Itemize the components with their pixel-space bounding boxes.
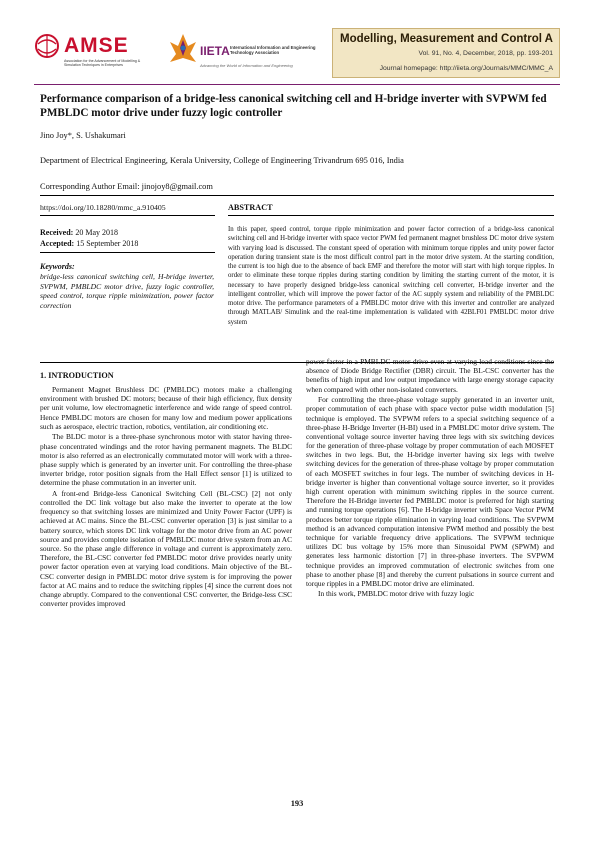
accepted-date [40, 239, 138, 248]
keywords-list: bridge-less canonical switching cell, H-bridge inverter, SVPWM, PMBLDC motor drive, fuzzy logic controller, speed control, torque ripple minimization, power factor correction [40, 272, 214, 310]
paragraph: A front-end Bridge-less Canonical Switching Cell (BL-CSC) [2] not only controlled the DC link voltage but also make the inverter to operate at the low frequency so that switching losses are minimized and Unity Power Factor (UPF) is achieved at AC mains. Since the BL-CSC converter operation [3] is just similar to a battery source, which stores DC link voltage for the motor drive from an AC power source and provides complete isolation of PMBLDC motor drive system from an AC source. So the phase angle difference in voltage and current is approximately zero. Therefore, the BL-CSC converter fed PMBLDC motor drive provides nearly unity power factor operation even at varying load conditions. Main objective of the BL-CSC converter design in PMBLDC motor drive system is for improving the power factor at AC mains and to reduce the switching ripples [4] since the current does not change abruptly. Compared to the conventional CSC converter, the Bridge-less CSC converter provides improved [40, 488, 292, 609]
doi-link[interactable]: https://doi.org/10.18280/mmc_a.910405 [40, 203, 166, 212]
paragraph: For controlling the three-phase voltage supply generated in an inverter unit, proper commutation of each phase with space vector pulse width modulation [5] technique is employed. The SVPWM refers to a special switching sequence of a three-phase H-Bridge Inverter (H-BI) used in a PMBLDC motor drive system. The conventional voltage source inverter having three legs with six switching devices for the generation of three-phase voltage by proper commutation of each MOSFET switches in two legs. But, the H-bridge inverter having six legs with twelve switching devices for the generation of three-phase voltage by proper commutation of each MOSFET switches in four legs. The number of switching devices in H-bridge inverter is higher than conventional voltage source inverter, so it provides high current operation with minimum switching ripples in the source current. Therefore the H-Bridge inverter fed PMBLDC motor is preferred for high starting and running torque operations [6]. The H-bridge inverter with Space Vector PWM produces better torque ripple elimination in varying load conditions. The SVPWM method is an advanced computation intensive PWM method and possibly the best technique for variable frequency drive applications. The SVPWM technique utilizes DC bus voltage by 15% more than Sinusoidal PWM (SPWM) and generates less harmonic distortion [7] in three-phase inverters. The SVPWM technique provides an improved commutation of electronic switches from one phase to another phase [8] and thereby the current pulsations in source current and torque ripples in a PMBLDC motor drive are eliminated. [306, 395, 554, 588]
accepted-label: Accepted: [40, 239, 75, 248]
received-value: 20 May 2018 [75, 228, 118, 237]
right-column [306, 357, 554, 600]
amse-subtitle: Association for the Advancement of Modelling & Simulation Techniques in Enterprises [64, 59, 141, 68]
paragraph: power factor in a PMBLDC motor drive even at varying load conditions since the absence of Diode Bridge Rectifier (DBR) circuit. The BL-CSC converter has the benefits of high input and low output impedance with large energy storage capacity when compared with other non-isolated converters. [306, 357, 554, 394]
article-title: Performance comparison of a bridge-less canonical switching cell and H-bridge inverter with SVPWM fed PMBLDC motor drive under fuzzy logic controller [40, 93, 547, 119]
journal-volume: Vol. 91, No. 4, December, 2018, pp. 193-201 [418, 50, 553, 57]
article-authors: Jino Joy*, S. Ushakumari [40, 131, 126, 140]
left-column [40, 385, 292, 610]
paragraph: Permanent Magnet Brushless DC (PMBLDC) motors make a challenging environment with brushed DC motors; because of their high efficiency, flux density per unit volume, low electromagnetic interference and wide range of speed control. Hence PMBLDC motors are chosen for many low and medium power applications such as aerospace, electric traction, robotics, ventilation, air conditioning etc. [40, 385, 292, 431]
divider [228, 215, 554, 216]
abstract-heading: ABSTRACT [228, 203, 273, 212]
amse-logo [34, 32, 144, 76]
journal-info-box [332, 28, 560, 78]
journal-homepage-link[interactable]: Journal homepage: http://iieta.org/Journals/MMC/MMC_A [379, 65, 553, 72]
divider [40, 215, 215, 216]
abstract-text: In this paper, speed control, torque ripple minimization and power factor correction of a bridge-less canonical switching cell and H-bridge inverter with space vector PWM fed permanent magnet brushless DC motor drive system with varying load is discussed. The constant speed of operation with minimum torque ripples and unity power factor operation during transient state is the most difficult control part in the motor drive system. At the starting condition, the current is too high due to the absence of back EMF and therefore the motor will start with high torque ripples. In order to eliminate these torque ripples during starting condition by limiting the starting current of the motor, it is necessary to have properly designed bridge-less canonical switching cell converter, H-bridge inverter and the intelligent controller, which will improve the power factor of the AC supply system and reliability of the PMBLDC motor drive. The performance parameters of a PMBLDC motor drive with this inverter and controller are analyzed through MATLAB/ Simulink and the real-time implementation is validated with 42BLF01 PMBLDC motor drive system [228, 226, 554, 326]
iieta-emblem-icon [168, 32, 198, 66]
received-date [40, 228, 118, 237]
journal-title: Modelling, Measurement and Control A [340, 33, 553, 45]
page-number: 193 [290, 799, 304, 808]
iieta-tagline: Advancing the World of Information and Engineering [200, 63, 293, 68]
accepted-value: 15 September 2018 [76, 239, 139, 248]
paragraph: The BLDC motor is a three-phase synchronous motor with stator having three-phase concentrated windings and the rotor having permanent magnets. The BLDC motor is also referred as an electronically commutated motor will work with a three-phase supply which is generated by an inverter unit. For controlling the three-phase inverter bridge, rotor position signals from the Hall Effect sensor [1] is utilized to determine the phase commutation in an inverter unit. [40, 432, 292, 488]
section-heading-introduction: 1. INTRODUCTION [40, 371, 114, 380]
article-affiliation: Department of Electrical Engineering, Kerala University, College of Engineering Trivandrum 695 016, India [40, 156, 404, 165]
iieta-name: IIETA [200, 44, 230, 58]
iieta-logo [168, 32, 326, 76]
received-label: Received: [40, 228, 74, 237]
corresponding-email[interactable]: Corresponding Author Email: jinojoy8@gmail.com [40, 182, 213, 191]
amse-name: AMSE [64, 34, 129, 57]
amse-globe-icon [34, 32, 64, 62]
paragraph: In this work, PMBLDC motor drive with fuzzy logic [318, 589, 475, 599]
divider [40, 195, 554, 196]
keywords-heading: Keywords: [40, 262, 75, 271]
divider [40, 252, 215, 253]
journal-header [34, 28, 560, 80]
iieta-organization: International Information and Engineering Technology Association [230, 45, 316, 55]
header-divider [34, 84, 560, 85]
